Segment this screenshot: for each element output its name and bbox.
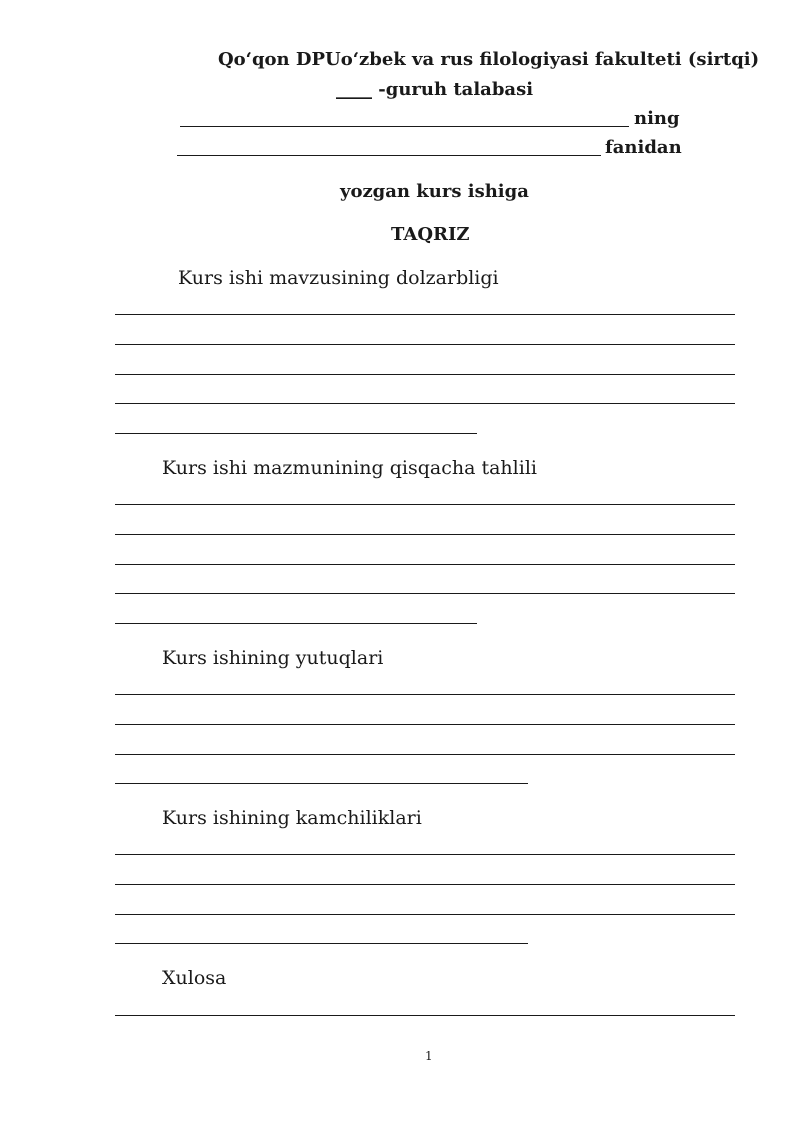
answer-line[interactable] bbox=[115, 593, 735, 594]
answer-line[interactable] bbox=[115, 403, 735, 404]
answer-line[interactable] bbox=[115, 564, 735, 565]
answer-line[interactable] bbox=[115, 314, 735, 315]
ning-label: ning bbox=[634, 108, 680, 129]
document-subtitle: yozgan kurs ishiga bbox=[340, 181, 529, 202]
answer-line[interactable] bbox=[115, 724, 735, 725]
section-label-content-analysis: Kurs ishi mazmunining qisqacha tahlili bbox=[162, 457, 537, 479]
answer-line[interactable] bbox=[115, 884, 735, 885]
section-label-achievements: Kurs ishining yutuqlari bbox=[162, 647, 384, 669]
answer-line[interactable] bbox=[115, 344, 735, 345]
answer-line[interactable] bbox=[115, 504, 735, 505]
group-suffix: -guruh talabasi bbox=[378, 79, 534, 100]
answer-line[interactable] bbox=[115, 914, 735, 915]
university-faculty-line: Qo‘qon DPUo‘zbek va rus filologiyasi fakulteti (sirtqi) bbox=[218, 49, 760, 70]
section-label-relevance: Kurs ishi mavzusining dolzarbligi bbox=[178, 267, 499, 289]
answer-line[interactable] bbox=[115, 433, 477, 434]
answer-line[interactable] bbox=[115, 783, 528, 784]
page-number: 1 bbox=[425, 1049, 433, 1063]
fanidan-label: fanidan bbox=[605, 137, 682, 158]
answer-line[interactable] bbox=[115, 623, 477, 624]
answer-line[interactable] bbox=[115, 374, 735, 375]
section-label-conclusion: Xulosa bbox=[162, 967, 227, 989]
document-title: TAQRIZ bbox=[391, 224, 470, 245]
group-number-blank[interactable]: ____ bbox=[336, 79, 372, 100]
answer-line[interactable] bbox=[115, 754, 735, 755]
group-line bbox=[336, 78, 533, 102]
subject-name-field[interactable] bbox=[177, 155, 601, 156]
answer-line[interactable] bbox=[115, 943, 528, 944]
answer-line[interactable] bbox=[115, 534, 735, 535]
student-name-field[interactable] bbox=[180, 126, 629, 127]
answer-line[interactable] bbox=[115, 854, 735, 855]
section-label-shortcomings: Kurs ishining kamchiliklari bbox=[162, 807, 422, 829]
answer-line[interactable] bbox=[115, 694, 735, 695]
answer-line[interactable] bbox=[115, 1015, 735, 1016]
